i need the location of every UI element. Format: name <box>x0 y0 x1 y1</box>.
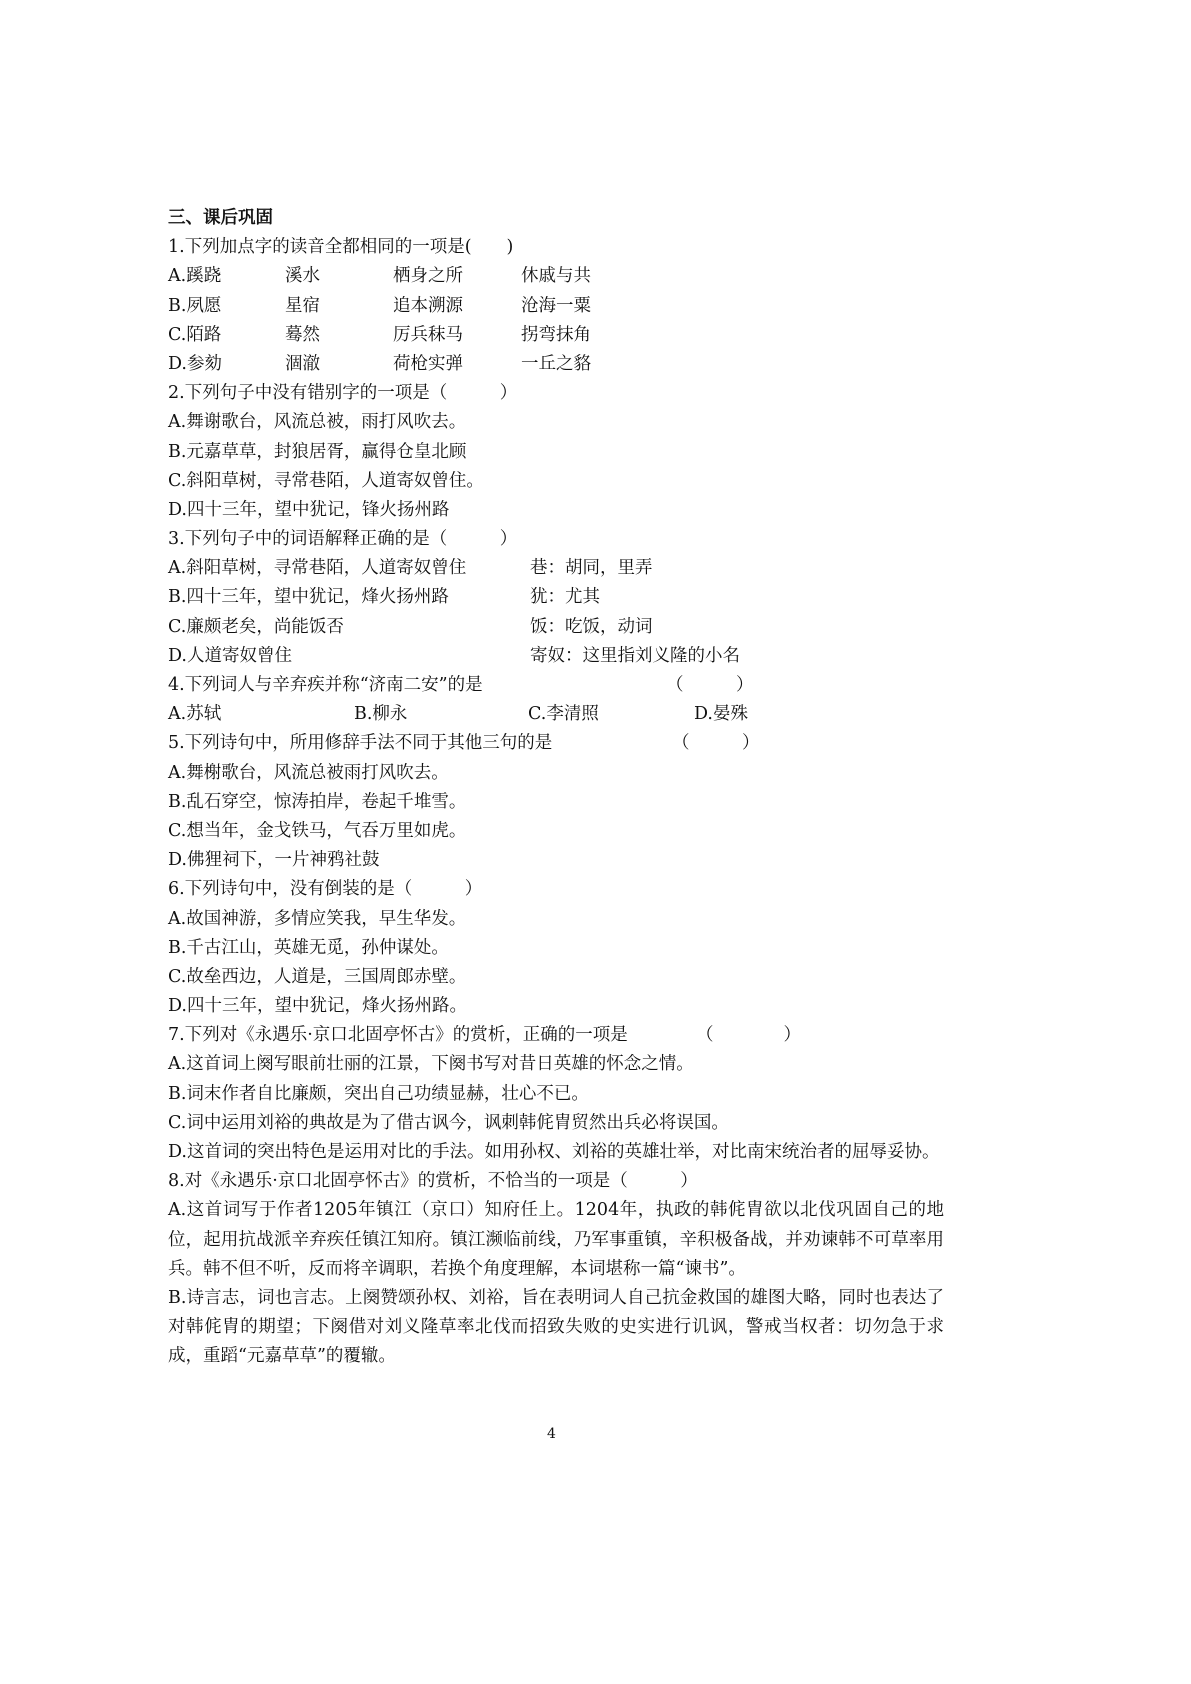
option-word: C.陌路 <box>168 324 222 345</box>
option-word: 追本溯源 <box>393 295 463 316</box>
option-word: 休戚与共 <box>521 266 591 287</box>
question-7-stem <box>168 1021 944 1050</box>
question-3-option-c <box>168 613 944 642</box>
question-2-stem: 2.下列句子中没有错别字的一项是（ ） <box>168 383 518 404</box>
option-word: 溪水 <box>285 266 320 287</box>
question-5-option-a: A.舞榭歌台，风流总被雨打风吹去。 <box>168 762 449 783</box>
option-word: 拐弯抹角 <box>521 324 591 345</box>
question-5-option-c: C.想当年，金戈铁马，气吞万里如虎。 <box>168 820 467 841</box>
question-6-option-a: A.故国神游，多情应笑我，早生华发。 <box>168 908 467 929</box>
question-5-option-b: B.乱石穿空，惊涛拍岸，卷起千堆雪。 <box>168 791 467 812</box>
question-5-text: 5.下列诗句中，所用修辞手法不同于其他三句的是 <box>168 733 553 754</box>
option-word: 蓦然 <box>285 324 320 345</box>
answer-paren: （ ） <box>696 1025 801 1046</box>
question-5-stem <box>168 729 944 758</box>
question-1-option-c <box>168 321 944 350</box>
question-2-option-c: C.斜阳草树，寻常巷陌，人道寄奴曾住。 <box>168 470 484 491</box>
option-word: 荷枪实弹 <box>393 353 463 374</box>
option-word: A.蹊跷 <box>168 266 222 287</box>
question-2-option-a: A.舞谢歌台，风流总被，雨打风吹去。 <box>168 412 467 433</box>
question-8-stem: 8.对《永遇乐·京口北固亭怀古》的赏析，不恰当的一项是（ ） <box>168 1171 698 1192</box>
page-number: 4 <box>547 1426 556 1442</box>
question-3-option-a <box>168 554 944 583</box>
question-1-option-a <box>168 262 944 291</box>
question-1-option-b <box>168 292 944 321</box>
question-8-option-a: A.这首词写于作者1205年镇江（京口）知府任上。1204年，执政的韩侂胄欲以北伐巩固自己的地位，起用抗战派辛弃疾任镇江知府。镇江濒临前线，乃军事重镇，辛积极备战，并劝谏韩不可草率用兵。韩不但不听，反而将辛调职，若换个角度理解，本词堪称一篇“谏书”。 <box>168 1200 944 1279</box>
option-word: 星宿 <box>285 295 320 316</box>
option-definition: 饭：吃饭，动词 <box>530 616 653 637</box>
question-7-option-a: A.这首词上阕写眼前壮丽的江景，下阕书写对昔日英雄的怀念之情。 <box>168 1054 694 1075</box>
option-sentence: C.廉颇老矣，尚能饭否 <box>168 616 344 637</box>
question-7-option-d: D.这首词的突出特色是运用对比的手法。如用孙权、刘裕的英雄壮举，对比南宋统治者的屈辱妥协。 <box>168 1142 940 1162</box>
answer-paren: （ ） <box>672 733 760 754</box>
option-definition: 犹：尤其 <box>530 587 600 608</box>
option-definition: 巷：胡同，里弄 <box>530 558 653 579</box>
option-word: 厉兵秣马 <box>393 324 463 345</box>
option-word: B.夙愿 <box>168 295 222 316</box>
option-definition: 寄奴：这里指刘义隆的小名 <box>530 645 740 666</box>
question-7-option-b: B.词末作者自比廉颇，突出自己功绩显赫，壮心不已。 <box>168 1083 589 1104</box>
question-1-option-d <box>168 350 944 379</box>
option-sentence: D.人道寄奴曾住 <box>168 645 292 666</box>
exercise-content <box>168 204 944 1372</box>
question-2-option-b: B.元嘉草草，封狼居胥，赢得仓皇北顾 <box>168 441 467 462</box>
question-2-option-d: D.四十三年，望中犹记，锋火扬州路 <box>168 499 450 520</box>
option-word: 涸澈 <box>285 353 320 374</box>
question-3-option-b <box>168 583 944 612</box>
option-sentence: A.斜阳草树，寻常巷陌，人道寄奴曾住 <box>168 558 467 579</box>
question-7-text: 7.下列对《永遇乐·京口北固亭怀古》的赏析，正确的一项是 <box>168 1025 628 1046</box>
option-word: D.参劾 <box>168 353 222 374</box>
option-word: 沧海一粟 <box>521 295 591 316</box>
question-4-options <box>168 700 944 729</box>
question-6-option-c: C.故垒西边，人道是，三国周郎赤壁。 <box>168 966 467 987</box>
question-4-option-d: D.晏殊 <box>694 704 748 725</box>
option-sentence: B.四十三年，望中犹记，烽火扬州路 <box>168 587 449 608</box>
question-4-option-a: A.苏轼 <box>168 704 222 725</box>
question-5-option-d: D.佛狸祠下，一片神鸦社鼓 <box>168 850 380 871</box>
question-4-text: 4.下列词人与辛弃疾并称“济南二安”的是 <box>168 675 483 695</box>
question-6-stem: 6.下列诗句中，没有倒装的是（ ） <box>168 879 483 900</box>
question-3-stem: 3.下列句子中的词语解释正确的是（ ） <box>168 529 518 550</box>
section-title: 三、课后巩固 <box>168 208 273 228</box>
answer-paren: （ ） <box>666 675 754 695</box>
question-4-option-b: B.柳永 <box>354 704 408 725</box>
option-word: 一丘之貉 <box>521 353 591 374</box>
question-8-option-b: B.诗言志，词也言志。上阕赞颂孙权、刘裕，旨在表明词人自己抗金救国的雄图大略，同时也表达了对韩侂胄的期望；下阕借对刘义隆草率北伐而招致失败的史实进行讥讽，警戒当权者：切勿急于求成，重蹈“元嘉草草”的覆辙。 <box>168 1288 944 1367</box>
question-3-option-d <box>168 642 944 671</box>
question-4-stem <box>168 671 944 700</box>
question-7-option-c: C.词中运用刘裕的典故是为了借古讽今，讽刺韩侂胄贸然出兵必将误国。 <box>168 1112 729 1133</box>
question-1-stem: 1.下列加点字的读音全都相同的一项是( ) <box>168 237 514 258</box>
question-6-option-b: B.千古江山，英雄无觅，孙仲谋处。 <box>168 937 449 958</box>
question-4-option-c: C.李清照 <box>528 704 599 725</box>
option-word: 栖身之所 <box>393 266 463 287</box>
question-6-option-d: D.四十三年，望中犹记，烽火扬州路。 <box>168 996 467 1017</box>
